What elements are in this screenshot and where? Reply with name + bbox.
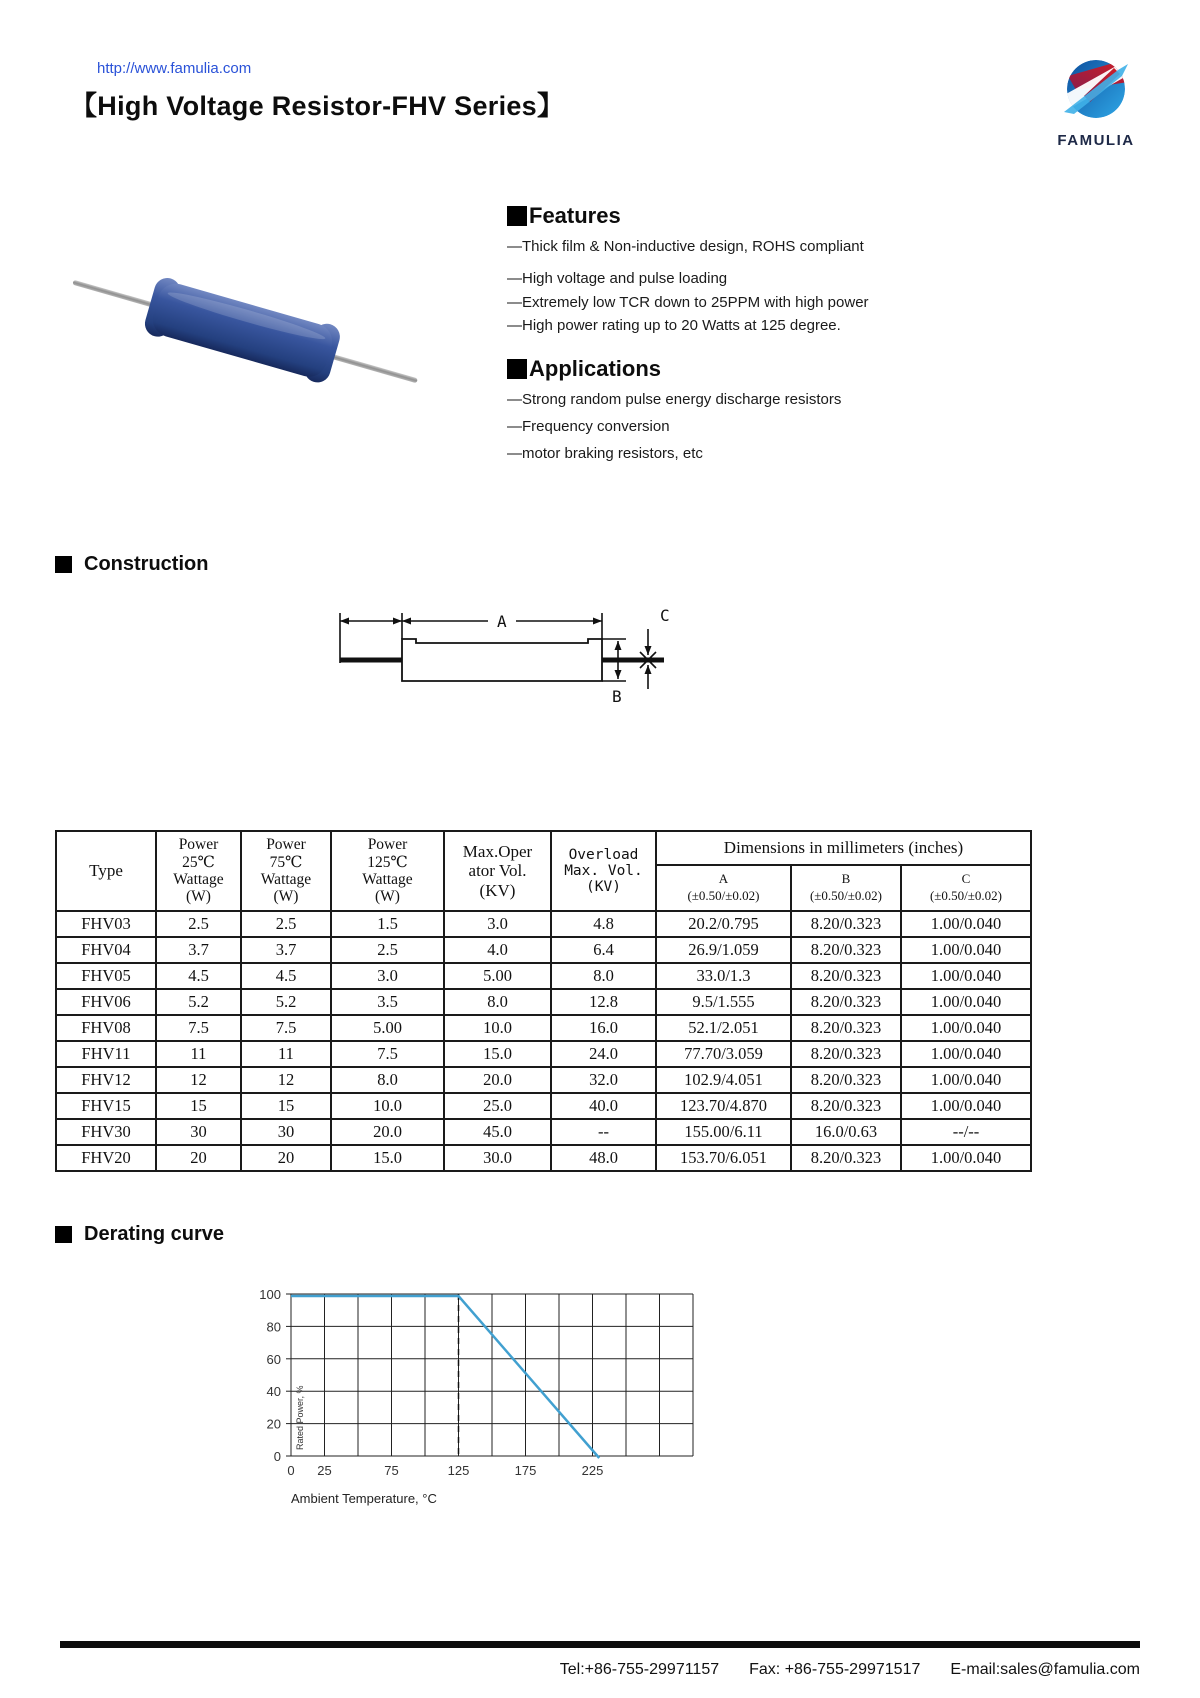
dim-label-b: B — [612, 687, 622, 706]
table-cell: 10.0 — [331, 1093, 444, 1119]
table-cell: 7.5 — [241, 1015, 331, 1041]
table-row — [56, 1067, 1031, 1093]
table-body — [56, 911, 1031, 1171]
col-header-power75: Power 75℃ Wattage (W) — [241, 831, 331, 911]
table-cell: 7.5 — [156, 1015, 241, 1041]
feature-item: —Thick film & Non-inductive design, ROHS compliant — [507, 238, 864, 255]
table-cell: 48.0 — [551, 1145, 656, 1171]
table-cell: 8.20/0.323 — [791, 911, 901, 937]
chart-derating-line — [291, 1296, 599, 1458]
table-cell: 1.00/0.040 — [901, 1067, 1031, 1093]
table-cell: 5.00 — [444, 963, 551, 989]
table-cell: 1.00/0.040 — [901, 1145, 1031, 1171]
table-row — [56, 1119, 1031, 1145]
table-cell: FHV11 — [56, 1041, 156, 1067]
table-cell: 9.5/1.555 — [656, 989, 791, 1015]
table-cell: 8.20/0.323 — [791, 1015, 901, 1041]
table-cell: 33.0/1.3 — [656, 963, 791, 989]
table-cell: 30 — [241, 1119, 331, 1145]
col-header-overload: Overload Max. Vol. (KV) — [551, 831, 656, 911]
table-row — [56, 1015, 1031, 1041]
chart-x-tick-label: 125 — [447, 1463, 470, 1478]
table-cell: 30.0 — [444, 1145, 551, 1171]
derating-chart — [228, 1282, 748, 1522]
table-cell: 8.20/0.323 — [791, 1041, 901, 1067]
table-cell: 20.2/0.795 — [656, 911, 791, 937]
feature-item: —High voltage and pulse loading — [507, 269, 728, 287]
brand-name: FAMULIA — [1057, 132, 1135, 149]
table-cell: FHV03 — [56, 911, 156, 937]
table-cell: 15 — [241, 1093, 331, 1119]
application-item: —motor braking resistors, etc — [507, 444, 703, 462]
table-cell: 11 — [241, 1041, 331, 1067]
famulia-logo-icon — [1062, 56, 1130, 124]
table-cell: 153.70/6.051 — [656, 1145, 791, 1171]
table-cell: --/-- — [901, 1119, 1031, 1145]
features-heading — [507, 203, 957, 229]
col-header-dimensions: Dimensions in millimeters (inches) — [656, 831, 1031, 865]
table-cell: 8.20/0.323 — [791, 1067, 901, 1093]
table-cell: 4.0 — [444, 937, 551, 963]
table-cell: 1.00/0.040 — [901, 911, 1031, 937]
table-cell: 8.20/0.323 — [791, 937, 901, 963]
table-row — [56, 1145, 1031, 1171]
table-cell: FHV15 — [56, 1093, 156, 1119]
chart-x-tick-label: 75 — [384, 1463, 399, 1478]
construction-title: Construction — [84, 553, 209, 575]
table-cell: 12 — [241, 1067, 331, 1093]
table-cell: 1.00/0.040 — [901, 1041, 1031, 1067]
derating-section-heading — [55, 1223, 224, 1255]
footer-tel: Tel:+86-755-29971157 — [559, 1661, 720, 1678]
table-cell: FHV20 — [56, 1145, 156, 1171]
chart-y-tick-label: 40 — [266, 1384, 281, 1400]
table-cell: 2.5 — [241, 911, 331, 937]
chart-y-tick-label: 80 — [266, 1319, 281, 1335]
page-title: 【High Voltage Resistor-FHV Series】 — [70, 91, 565, 121]
table-cell: 26.9/1.059 — [656, 937, 791, 963]
section-marker-icon — [507, 359, 527, 379]
feature-item: —High power rating up to 20 Watts at 125 degree. — [507, 317, 841, 335]
table-cell: 3.0 — [444, 911, 551, 937]
table-cell: 6.4 — [551, 937, 656, 963]
resistor-photo — [50, 255, 440, 410]
table-cell: 4.5 — [241, 963, 331, 989]
table-row — [56, 963, 1031, 989]
spec-table — [55, 830, 1032, 1172]
chart-y-axis-label: Rated Power, % — [295, 1385, 305, 1450]
company-logo — [1040, 56, 1152, 149]
table-cell: 40.0 — [551, 1093, 656, 1119]
chart-x-tick-label: 175 — [514, 1463, 537, 1478]
dim-label-a: A — [497, 612, 507, 631]
table-cell: 24.0 — [551, 1041, 656, 1067]
section-marker-icon — [55, 556, 72, 573]
table-cell: 1.5 — [331, 911, 444, 937]
table-cell: 16.0/0.63 — [791, 1119, 901, 1145]
table-cell: 1.00/0.040 — [901, 1015, 1031, 1041]
applications-section — [507, 356, 957, 471]
table-cell: 8.0 — [444, 989, 551, 1015]
table-cell: FHV30 — [56, 1119, 156, 1145]
table-cell: -- — [551, 1119, 656, 1145]
applications-title: Applications — [529, 356, 662, 381]
footer-contacts — [560, 1661, 1140, 1679]
col-header-max-operator-voltage: Max.Oper ator Vol. (KV) — [444, 831, 551, 911]
table-row — [56, 1093, 1031, 1119]
table-cell: 8.20/0.323 — [791, 1093, 901, 1119]
table-cell: 3.5 — [331, 989, 444, 1015]
table-cell: 7.5 — [331, 1041, 444, 1067]
section-marker-icon — [55, 1226, 72, 1243]
table-cell: 3.7 — [156, 937, 241, 963]
derating-title: Derating curve — [84, 1223, 225, 1245]
dim-label-c: C — [660, 606, 670, 625]
section-marker-icon — [507, 206, 527, 226]
table-cell: 8.0 — [551, 963, 656, 989]
table-cell: 16.0 — [551, 1015, 656, 1041]
chart-y-tick-label: 60 — [266, 1351, 281, 1367]
table-row — [56, 937, 1031, 963]
construction-diagram — [330, 605, 675, 710]
derating-chart-wrap — [228, 1282, 748, 1527]
table-cell: 15.0 — [444, 1041, 551, 1067]
applications-heading — [507, 356, 957, 382]
table-cell: 3.0 — [331, 963, 444, 989]
table-cell: 20 — [156, 1145, 241, 1171]
table-cell: 102.9/4.051 — [656, 1067, 791, 1093]
chart-y-tick-label: 0 — [273, 1449, 281, 1464]
table-cell: 5.2 — [156, 989, 241, 1015]
table-cell: 3.7 — [241, 937, 331, 963]
table-cell: 1.00/0.040 — [901, 1093, 1031, 1119]
table-row — [56, 1041, 1031, 1067]
features-title: Features — [529, 203, 621, 228]
chart-x-tick-label: 225 — [581, 1463, 604, 1478]
table-cell: 1.00/0.040 — [901, 937, 1031, 963]
table-cell: 4.5 — [156, 963, 241, 989]
table-cell: 15 — [156, 1093, 241, 1119]
spec-table-wrap — [55, 830, 1032, 1172]
table-cell: 8.20/0.323 — [791, 963, 901, 989]
table-cell: 1.00/0.040 — [901, 963, 1031, 989]
table-cell: 20 — [241, 1145, 331, 1171]
table-cell: 8.20/0.323 — [791, 989, 901, 1015]
footer-divider — [60, 1641, 1140, 1648]
chart-y-tick-label: 100 — [259, 1287, 281, 1302]
table-cell: 20.0 — [444, 1067, 551, 1093]
table-cell: 8.0 — [331, 1067, 444, 1093]
table-row — [56, 911, 1031, 937]
col-header-dim-a: A (±0.50/±0.02) — [656, 865, 791, 911]
website-link[interactable]: http://www.famulia.com — [97, 60, 252, 77]
table-cell: 45.0 — [444, 1119, 551, 1145]
table-cell: 11 — [156, 1041, 241, 1067]
table-cell: 25.0 — [444, 1093, 551, 1119]
table-cell: 123.70/4.870 — [656, 1093, 791, 1119]
chart-x-axis-label: Ambient Temperature, °C — [291, 1491, 437, 1506]
table-cell: FHV08 — [56, 1015, 156, 1041]
table-cell: 5.00 — [331, 1015, 444, 1041]
table-cell: 5.2 — [241, 989, 331, 1015]
chart-y-tick-label: 20 — [266, 1416, 281, 1432]
table-header-row — [56, 831, 1031, 865]
table-cell: 20.0 — [331, 1119, 444, 1145]
table-cell: 15.0 — [331, 1145, 444, 1171]
application-item: —Frequency conversion — [507, 417, 670, 435]
footer-email: E-mail:sales@famulia.com — [950, 1661, 1140, 1678]
table-cell: 1.00/0.040 — [901, 989, 1031, 1015]
table-cell: 8.20/0.323 — [791, 1145, 901, 1171]
chart-x-tick-label: 25 — [317, 1463, 332, 1478]
table-cell: 4.8 — [551, 911, 656, 937]
table-cell: 77.70/3.059 — [656, 1041, 791, 1067]
features-section — [507, 203, 957, 341]
table-cell: 2.5 — [331, 937, 444, 963]
table-cell: 155.00/6.11 — [656, 1119, 791, 1145]
table-cell: 52.1/2.051 — [656, 1015, 791, 1041]
table-cell: FHV04 — [56, 937, 156, 963]
table-row — [56, 989, 1031, 1015]
col-header-power125: Power 125℃ Wattage (W) — [331, 831, 444, 911]
table-cell: FHV06 — [56, 989, 156, 1015]
table-cell: 2.5 — [156, 911, 241, 937]
table-cell: FHV12 — [56, 1067, 156, 1093]
col-header-power25: Power 25℃ Wattage (W) — [156, 831, 241, 911]
table-cell: 12.8 — [551, 989, 656, 1015]
col-header-dim-c: C (±0.50/±0.02) — [901, 865, 1031, 911]
feature-item: —Extremely low TCR down to 25PPM with high power — [507, 293, 869, 311]
table-cell: 30 — [156, 1119, 241, 1145]
table-cell: 32.0 — [551, 1067, 656, 1093]
chart-x-tick-label: 0 — [287, 1463, 295, 1478]
col-header-dim-b: B (±0.50/±0.02) — [791, 865, 901, 911]
footer-fax: Fax: +86-755-29971517 — [749, 1661, 921, 1678]
application-item: —Strong random pulse energy discharge resistors — [507, 391, 842, 408]
table-cell: 10.0 — [444, 1015, 551, 1041]
col-header-type: Type — [56, 831, 156, 911]
diagram-resistor-body — [402, 639, 602, 681]
construction-section-heading — [55, 553, 208, 585]
table-cell: 12 — [156, 1067, 241, 1093]
table-cell: FHV05 — [56, 963, 156, 989]
